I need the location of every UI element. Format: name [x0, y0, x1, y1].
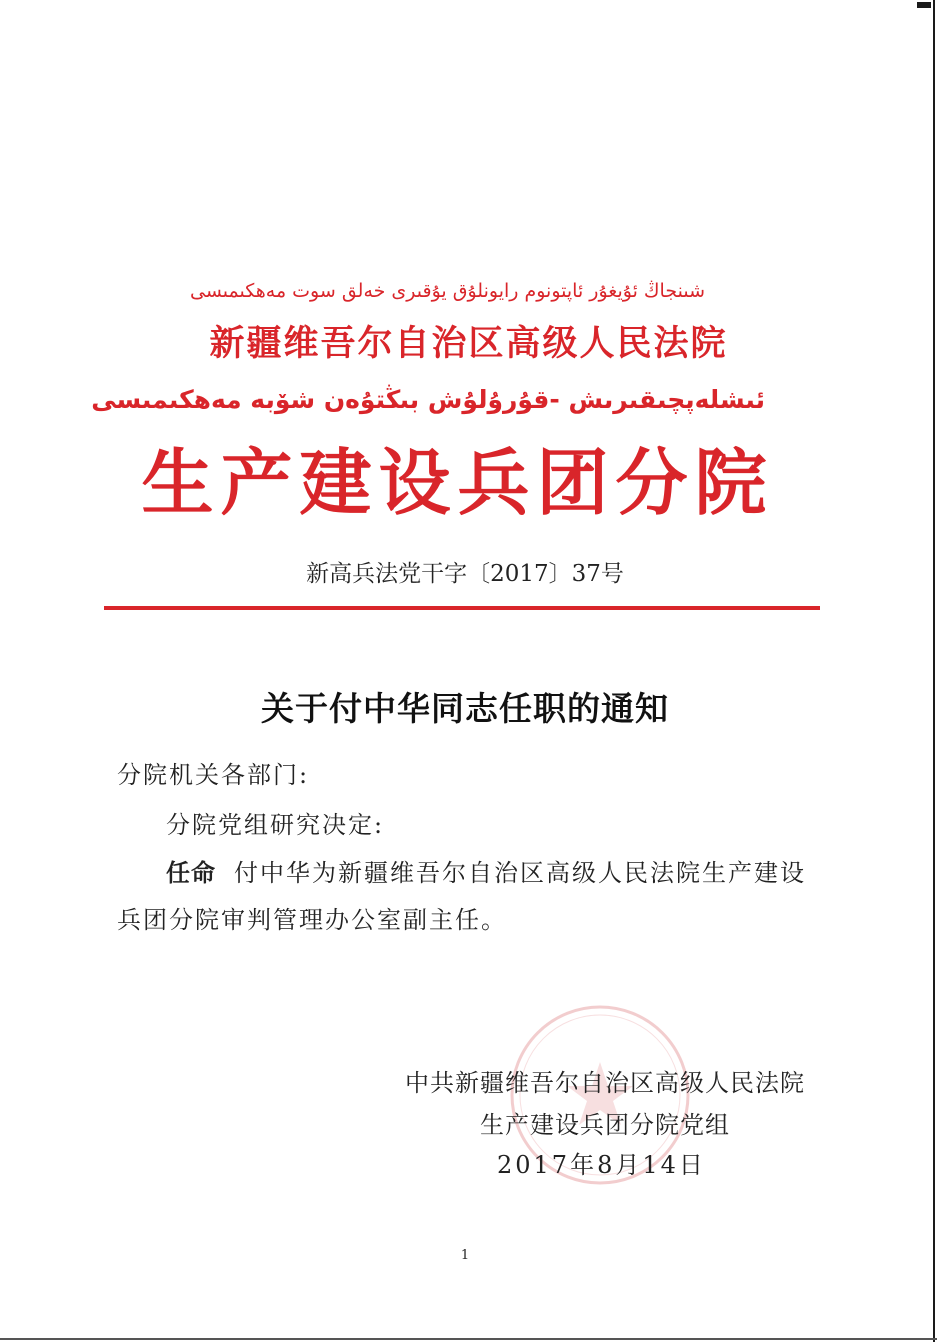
header-org-name-line-1: 新疆维吾尔自治区高级人民法院 — [209, 323, 728, 364]
scan-edge-right — [933, 0, 935, 1342]
appointment-line — [166, 853, 806, 888]
page-number: 1 — [460, 1248, 470, 1263]
scan-corner-mark — [917, 2, 931, 8]
document-title: 关于付中华同志任职的通知 — [261, 689, 669, 728]
signature-org-line-1: 中共新疆维吾尔自治区高级人民法院 — [405, 1069, 805, 1097]
decision-statement: 分院党组研究决定: — [166, 811, 385, 839]
signature-org-line-2: 生产建设兵团分院党组 — [480, 1111, 730, 1139]
scan-edge-bottom — [0, 1338, 937, 1340]
red-divider — [104, 606, 820, 610]
document-number: 新高兵法党干字〔2017〕37号 — [306, 561, 624, 587]
header-org-name-line-2: 生产建设兵团分院 — [141, 440, 774, 525]
header-uyghur-line-1: شىنجاڭ ئۇيغۇر ئاپتونوم رايونلۇق يۇقىرى خەلق سوت مەھكىمىسى — [190, 280, 705, 302]
header-uyghur-line-2: ئىشلەپچىقىرىش -قۇرۇلۇش بىڭتۇەن شۆبە مەھكىمىسى — [91, 385, 765, 414]
salutation: 分院机关各部门: — [117, 761, 310, 789]
signature-date: 2017年8月14日 — [497, 1151, 706, 1179]
appointment-text: 付中华为新疆维吾尔自治区高级人民法院生产建设 — [234, 859, 806, 887]
appointment-continuation: 兵团分院审判管理办公室副主任。 — [117, 906, 507, 934]
appointment-keyword: 任命 — [166, 859, 216, 887]
